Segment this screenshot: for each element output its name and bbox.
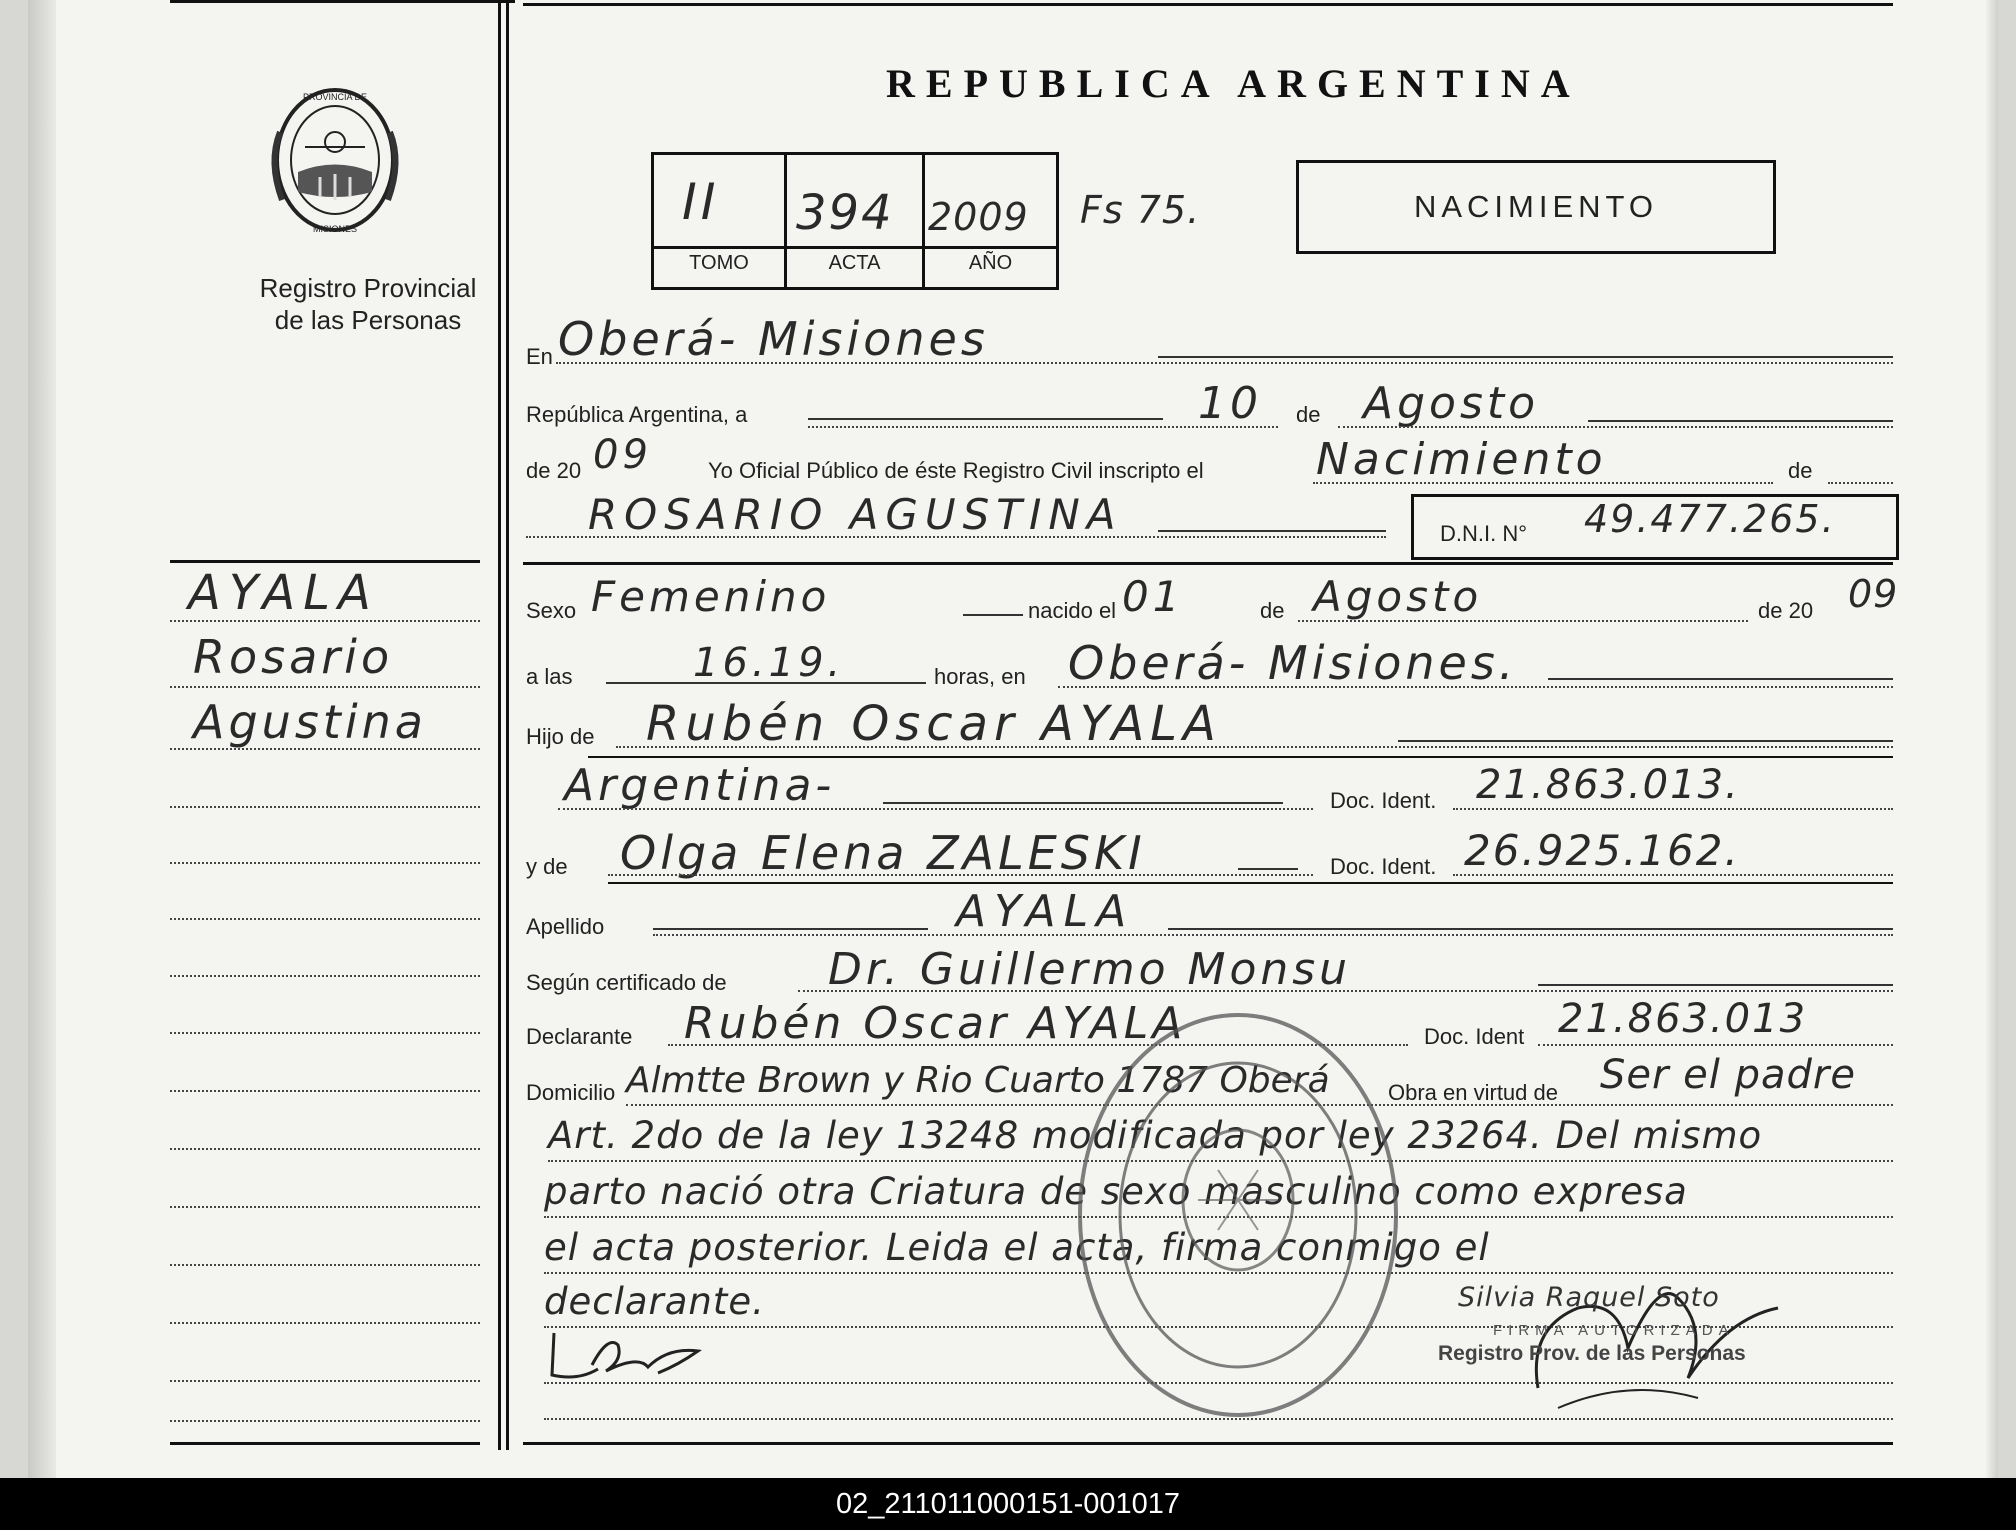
nacido-month-value: Agosto [1313, 572, 1483, 621]
doc-ident-label-3: Doc. Ident [1424, 1024, 1525, 1049]
form-line [556, 362, 1893, 364]
form-line-fill [1238, 868, 1298, 870]
bottom-rule [523, 1442, 1893, 1445]
madre-doc-value: 26.925.162. [1464, 826, 1740, 875]
form-line-fill [1168, 928, 1893, 930]
obra-label: Obra en virtud de [1388, 1080, 1558, 1105]
de20-label: de 20 [1758, 598, 1814, 623]
padre-nacionalidad-value: Argentina- [564, 760, 836, 811]
padre-value: Rubén Oscar AYALA [646, 696, 1222, 752]
margin-line [170, 620, 480, 622]
margin-bottom-rule [170, 1442, 480, 1445]
dni-label: D.N.I. N° [1440, 521, 1528, 546]
alas-label: a las [526, 664, 573, 689]
sexo-value: Femenino [591, 572, 831, 621]
column-divider [498, 0, 501, 1450]
page-edge-shadow [28, 0, 56, 1478]
margin-line [170, 1322, 480, 1324]
inscripto-value: Nacimiento [1316, 434, 1607, 485]
domicilio-value: Almtte Brown y Rio Cuarto 1787 Oberá [626, 1060, 1330, 1101]
form-line-fill [1158, 530, 1386, 532]
folio-value: Fs 75. [1080, 188, 1201, 232]
form-line [653, 934, 1893, 936]
observation-line-2: parto nació otra Criatura de sexo masculino como expresa [544, 1170, 1688, 1213]
form-line [1453, 874, 1893, 876]
form-line [616, 746, 1893, 748]
apellido-value: AYALA [956, 886, 1135, 937]
form-rule [588, 756, 1893, 758]
document-type-box: NACIMIENTO [1296, 160, 1776, 254]
form-line [608, 874, 1313, 876]
hora-value: 16.19. [693, 640, 845, 686]
child-name-value: ROSARIO AGUSTINA [588, 490, 1123, 539]
form-line [526, 536, 1386, 538]
form-line-fill [1398, 740, 1893, 742]
margin-line [170, 1264, 480, 1266]
column-divider-inner [506, 0, 509, 1450]
madre-value: Olga Elena ZALESKI [620, 826, 1146, 880]
de-label-3: de [1260, 598, 1285, 623]
margin-line [170, 975, 480, 977]
official-org: Registro Prov. de las Personas [1438, 1342, 1746, 1365]
form-rule [608, 882, 1893, 884]
tomo-value: II [682, 173, 720, 231]
anio-value: 2009 [928, 195, 1029, 239]
nacido-year-value: 09 [1848, 572, 1899, 616]
record-box-rule [654, 246, 1056, 249]
en-label: En [526, 344, 553, 369]
en-value: Oberá- Misiones [558, 312, 989, 366]
registry-line-1: Registro Provincial [259, 273, 477, 303]
margin-surname: AYALA [188, 565, 379, 621]
de-label: de [1296, 402, 1321, 427]
record-number-box [651, 152, 1059, 290]
margin-line [170, 1032, 480, 1034]
margin-top-rule [170, 560, 480, 563]
form-line-fill [963, 614, 1023, 616]
margin-line [170, 1148, 480, 1150]
declarante-doc-value: 21.863.013 [1558, 996, 1808, 1042]
apellido-label: Apellido [526, 914, 605, 939]
yde-label: y de [526, 854, 568, 879]
rep-label: República Argentina, a [526, 402, 748, 427]
tomo-label: TOMO [689, 252, 749, 274]
margin-line [170, 1206, 480, 1208]
year-suffix-value: 09 [593, 432, 652, 478]
oficial-text: Yo Oficial Público de éste Registro Civil inscripto el [708, 458, 1204, 483]
form-line-fill [808, 418, 1163, 420]
seal-top-text: PROVINCIA DE [302, 92, 368, 102]
registry-line-2: de las Personas [274, 305, 462, 335]
province-seal [260, 72, 410, 247]
nacido-day-value: 01 [1122, 572, 1184, 621]
de-label-2: de [1788, 458, 1813, 483]
form-line [1058, 686, 1893, 688]
margin-first-name: Rosario [193, 630, 394, 684]
doc-ident-label-2: Doc. Ident. [1330, 854, 1437, 879]
declarant-signature-icon [548, 1325, 718, 1385]
segun-label: Según certificado de [526, 970, 727, 995]
month-value: Agosto [1363, 378, 1540, 429]
medico-value: Dr. Guillermo Monsu [828, 944, 1352, 995]
year-prefix-label: de 20 [526, 458, 582, 483]
form-line [558, 808, 1313, 810]
dni-value: 49.477.265. [1584, 497, 1836, 541]
anio-label: AÑO [968, 252, 1013, 274]
form-line-fill [1158, 356, 1893, 358]
form-line-fill [653, 928, 928, 930]
form-line [1298, 620, 1748, 622]
country-title: REPUBLICA ARGENTINA [886, 61, 1581, 106]
form-line [1453, 808, 1893, 810]
registry-name [168, 272, 568, 336]
form-line [1338, 426, 1893, 428]
margin-line [170, 1090, 480, 1092]
day-value: 10 [1198, 378, 1262, 429]
page-right-edge [1986, 0, 1998, 1478]
official-name: Silvia Raquel Soto [1458, 1282, 1720, 1313]
form-line [1538, 1044, 1893, 1046]
acta-label: ACTA [828, 252, 881, 274]
official-title: FIRMA AUTORIZADA [1493, 1322, 1735, 1339]
right-top-border [523, 3, 1893, 6]
seal-bottom-text: MISIONES [312, 224, 358, 234]
form-line [1313, 482, 1773, 484]
acta-value: 394 [796, 185, 894, 241]
doc-ident-label: Doc. Ident. [1330, 788, 1437, 813]
seal-emblem-icon [260, 72, 410, 247]
left-top-border [170, 0, 515, 3]
sexo-label: Sexo [526, 598, 577, 623]
margin-line [170, 862, 480, 864]
nacido-label: nacido el [1028, 598, 1117, 623]
lugar-value: Oberá- Misiones. [1068, 636, 1518, 690]
margin-second-name: Agustina [193, 695, 427, 749]
form-line-fill [606, 682, 926, 684]
section-rule [523, 562, 1893, 565]
horas-label: horas, en [934, 664, 1026, 689]
form-line [798, 990, 1893, 992]
observation-line-4: declarante. [544, 1280, 765, 1323]
margin-line [170, 686, 480, 688]
form-line-fill [883, 802, 1283, 804]
observation-line-1: Art. 2do de la ley 13248 modificada por ley 23264. Del mismo [548, 1114, 1763, 1157]
margin-line [170, 918, 480, 920]
domicilio-label: Domicilio [526, 1080, 616, 1105]
margin-line [170, 748, 480, 750]
margin-line [170, 806, 480, 808]
official-stamp-icon [1068, 1000, 1408, 1430]
form-line-fill [1538, 984, 1893, 986]
margin-line [170, 1420, 480, 1422]
document-code-footer: 02_211011000151-001017 [0, 1478, 2016, 1530]
form-line [808, 426, 1278, 428]
declarante-value: Rubén Oscar AYALA [684, 998, 1187, 1049]
margin-line [170, 1380, 480, 1382]
hijo-label: Hijo de [526, 724, 595, 749]
form-line-fill [1548, 678, 1893, 680]
form-line [1828, 482, 1893, 484]
observation-line-3: el acta posterior. Leida el acta, firma conmigo el [544, 1226, 1490, 1269]
certificate-page [28, 0, 1998, 1478]
dni-box [1411, 494, 1899, 560]
obra-value: Ser el padre [1600, 1052, 1856, 1098]
declarante-label: Declarante [526, 1024, 633, 1049]
padre-doc-value: 21.863.013. [1476, 762, 1740, 808]
form-line-fill [1588, 420, 1893, 422]
